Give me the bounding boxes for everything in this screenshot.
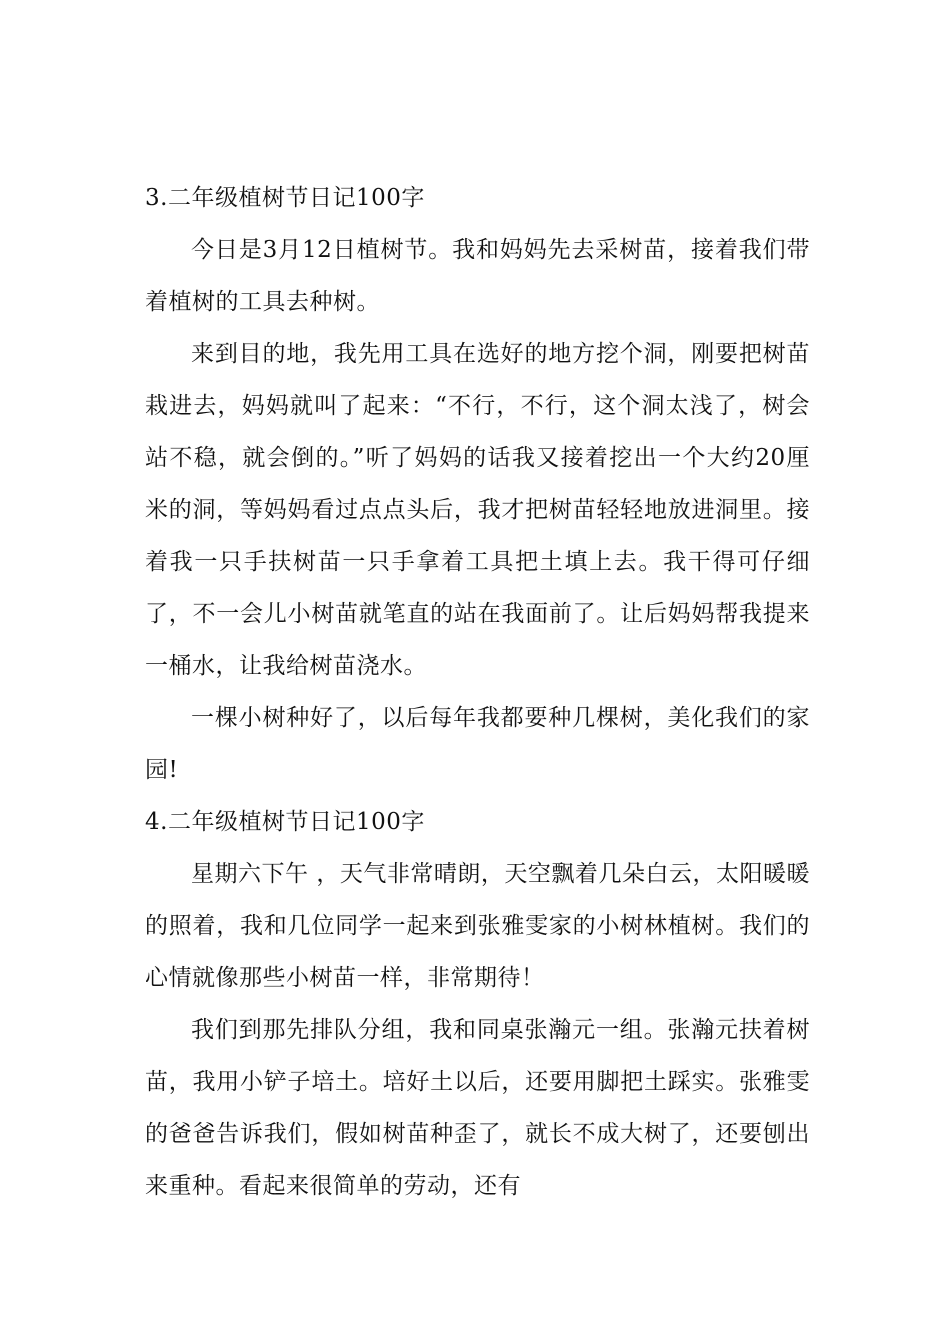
paragraph: 今日是3月12日植树节。我和妈妈先去采树苗，接着我们带着植树的工具去种树。 [145, 237, 810, 315]
paragraph: 星期六下午 ，天气非常晴朗，天空飘着几朵白云，太阳暖暖的照着，我和几位同学一起来到张雅雯家的小树林植树。我们的心情就像那些小树苗一样，非常期待！ [145, 861, 810, 991]
section-heading: 4.二年级植树节日记100字 [145, 809, 425, 835]
paragraph: 我们到那先排队分组，我和同桌张瀚元一组。张瀚元扶着树苗，我用小铲子培土。培好土以后，还要用脚把土踩实。张雅雯的爸爸告诉我们，假如树苗种歪了，就长不成大树了，还要刨出来重种。看起来很简单的劳动，还有 [145, 1017, 810, 1199]
paragraph: 一棵小树种好了，以后每年我都要种几棵树，美化我们的家园! [145, 705, 810, 783]
paragraph: 来到目的地，我先用工具在选好的地方挖个洞，刚要把树苗栽进去，妈妈就叫了起来：“不行，不行，这个洞太浅了，树会站不稳，就会倒的。”听了妈妈的话我又接着挖出一个大约20厘米的洞，等妈妈看过点点头后，我才把树苗轻轻地放进洞里。接着我一只手扶树苗一只手拿着工具把土填上去。我干得可仔细了，不一会儿小树苗就笔直的站在我面前了。让后妈妈帮我提来一桶水，让我给树苗浇水。 [145, 341, 810, 679]
diary-section-3 [145, 172, 810, 796]
document-body [145, 172, 810, 1212]
section-heading: 3.二年级植树节日记100字 [145, 185, 425, 211]
diary-section-4 [145, 796, 810, 1212]
